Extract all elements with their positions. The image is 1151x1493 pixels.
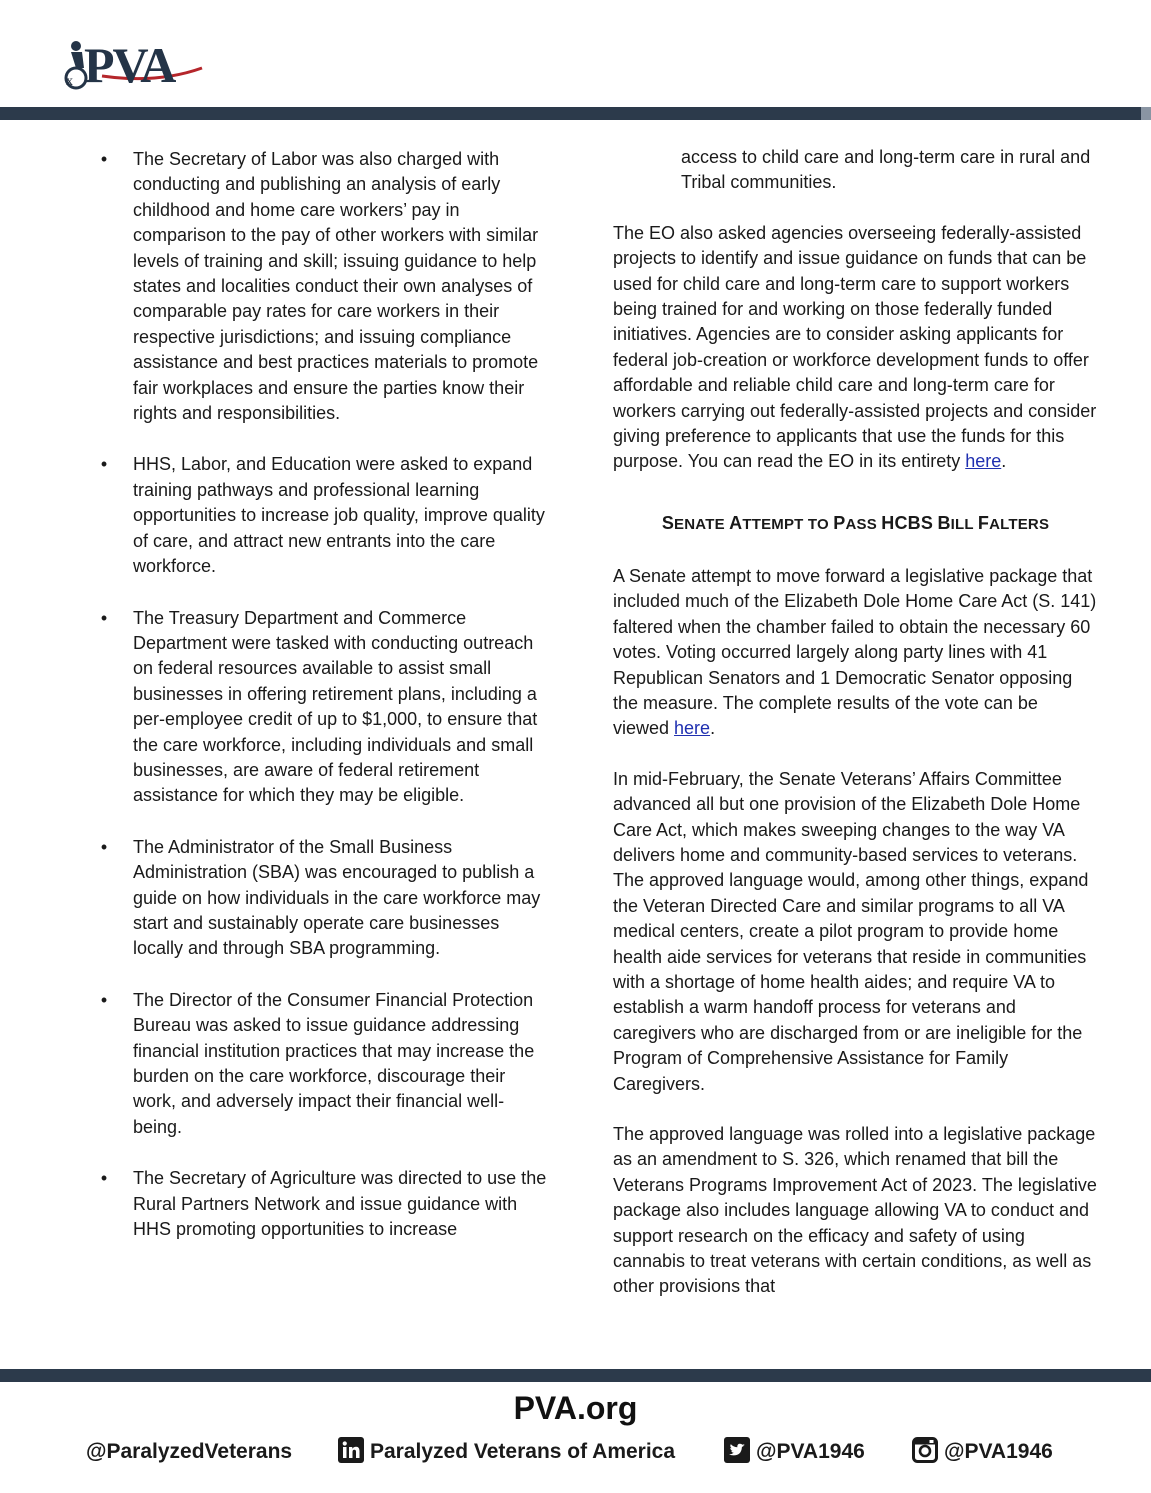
left-column — [98, 147, 550, 1268]
heading-rest: ENATE — [674, 515, 730, 533]
senate-paragraph: A Senate attempt to move forward a legislative package that included much of the Elizabeth Dole Home Care Act (S. 141) faltered when the chamber failed to obtain the necessary 60 votes. Voting occurred largely along party lines with 41 Republican Senators and 1 Democratic Senator opposing the measure. The complete results of the vote can be viewed here. — [613, 565, 1097, 739]
twitter-label: @PVA1946 — [756, 1440, 865, 1463]
linkedin-label: Paralyzed Veterans of America — [370, 1440, 676, 1463]
heading-cap: B — [937, 512, 951, 533]
heading-cap: P — [833, 512, 846, 533]
eo-paragraph-text: The EO also asked agencies overseeing federally-assisted projects to identify and issue guidance on funds that can be used for child care and long-term care to support workers being trained for and working on those federally funded initiatives. Agencies are to consider asking applicants for federal job-creation or workforce development funds to offer affordable and reliable child care and long-term care for workers carrying out federally-assisted projects and consider giving preference to applicants that use the funds for this purpose. You can read the EO in its entirety — [613, 222, 1097, 472]
heading-rest: TTEMPT TO — [742, 515, 834, 533]
bullet-text: HHS, Labor, and Education were asked to expand training pathways and professional learning opportunities to increase job quality, improve quality of care, and attract new entrants into the care workforce. — [133, 454, 545, 577]
heading-cap: A — [729, 512, 743, 533]
bullet-item — [98, 835, 550, 962]
bullet-continuation: access to child care and long-term care in rural and Tribal communities. — [681, 147, 1091, 193]
bullet-dot: • — [100, 1168, 108, 1189]
pva-logo — [62, 38, 212, 94]
committee-paragraph: In mid-February, the Senate Veterans’ Affairs Committee advanced all but one provision of the Elizabeth Dole Home Care Act, which makes sweeping changes to the way VA delivers home and community-based services to veterans. The approved language would, among other things, expand the Veteran Directed Care and similar programs to all VA medical centers, create a pilot program to provide home health aide services for veterans that reside in communities with a shortage of home health aides; and require VA to establish a warm handoff process for veterans and caregivers who are discharged from or are ineligible for the Program of Comprehensive Assistance for Family Caregivers. — [613, 768, 1089, 1094]
facebook-handle[interactable]: @ParalyzedVeterans — [86, 1440, 293, 1463]
twitter-icon — [724, 1437, 750, 1463]
bullet-dot: • — [100, 989, 108, 1010]
footer-website[interactable]: PVA.org — [513, 1390, 638, 1426]
bullet-item — [98, 452, 550, 579]
bullet-text: The Secretary of Labor was also charged with conducting and publishing an analysis of early childhood and home care workers’ pay in comparison to the pay of other workers with similar levels of training and skill; issuing guidance to help states and localities conduct their own analyses of comparable pay rates for care workers in their respective jurisdictions; and issuing compliance assistance and best practices materials to promote fair workplaces and ensure the parties know their rights and responsibilities. — [133, 149, 539, 424]
bullet-item — [98, 147, 550, 426]
bullet-item — [98, 606, 550, 809]
footer-social-links — [86, 1434, 1086, 1470]
bullet-text: The Administrator of the Small Business Administration (SBA) was encouraged to publish a guide on how individuals in the care workforce may start and sustainably operate care businesses locally and through SBA programming. — [133, 836, 541, 959]
bullet-text: The Treasury Department and Commerce Department were tasked with conducting outreach on federal resources available to assist small businesses in offering retirement plans, including a per-employee credit of up to $1,000, to ensure that the care workforce, including individuals and small businesses, are aware of federal retirement assistance for which they may be eligible. — [133, 607, 538, 806]
bullet-text: The Director of the Consumer Financial Protection Bureau was asked to issue guidance addressing financial institution practices that may increase the burden on the care workforce, discourage their work, and adversely impact their financial well-being. — [133, 989, 535, 1137]
heading-cap: F — [977, 512, 990, 533]
logo-text: PVA — [84, 37, 175, 93]
bullet-dot: • — [100, 836, 108, 857]
heading-rest: ILL — [950, 515, 978, 533]
heading-rest: ASS — [845, 515, 882, 533]
section-heading — [613, 512, 1098, 536]
bullet-dot: • — [100, 454, 108, 475]
bullet-dot: • — [100, 149, 108, 169]
linkedin-icon — [338, 1437, 364, 1463]
package-paragraph: The approved language was rolled into a legislative package as an amendment to S. 326, which renamed that bill the Veterans Programs Improvement Act of 2023. The legislative package also includes language allowing VA to conduct and support research on the efficacy and safety of using cannabis to treat veterans with certain conditions, as well as other provisions that — [613, 1124, 1097, 1297]
instagram-link[interactable] — [912, 1434, 1053, 1470]
senate-paragraph-text: A Senate attempt to move forward a legislative package that included much of the Elizabeth Dole Home Care Act (S. 141) faltered when the chamber failed to obtain the necessary 60 votes. Voting occurred largely along party lines with 41 Republican Senators and 1 Democratic Senator opposing the measure. The complete results of the vote can be viewed — [613, 565, 1097, 739]
bullet-item — [98, 1166, 550, 1242]
heading-rest: ALTERS — [989, 515, 1050, 533]
instagram-label: @PVA1946 — [944, 1440, 1053, 1463]
logo-mark: x — [66, 74, 73, 89]
heading-cap: S — [661, 512, 675, 533]
linkedin-link[interactable] — [338, 1434, 675, 1470]
eo-paragraph: The EO also asked agencies overseeing federally-assisted projects to identify and issue guidance on funds that can be used for child care and long-term care to support workers being trained for and working on those federally funded initiatives. Agencies are to consider asking applicants for federal job-creation or workforce development funds to offer affordable and reliable child care and long-term care for workers carrying out federally-assisted projects and consider giving preference to applicants that use the funds for this purpose. You can read the EO in its entirety here. — [613, 222, 1097, 472]
eo-link[interactable]: here — [965, 451, 1002, 472]
heading-cap: HCBS — [881, 512, 934, 533]
header-divider — [0, 107, 1141, 120]
instagram-icon — [912, 1437, 938, 1463]
vote-results-link[interactable]: here — [674, 718, 711, 739]
header-divider-tail — [1141, 107, 1151, 120]
bullet-item — [98, 988, 550, 1140]
bullet-dot: • — [100, 607, 108, 628]
twitter-link[interactable] — [724, 1434, 865, 1470]
bullet-text: The Secretary of Agriculture was directed to use the Rural Partners Network and issue guidance with HHS promoting opportunities to increase — [133, 1168, 547, 1240]
footer-divider — [0, 1369, 1151, 1382]
right-column — [613, 145, 1098, 1325]
